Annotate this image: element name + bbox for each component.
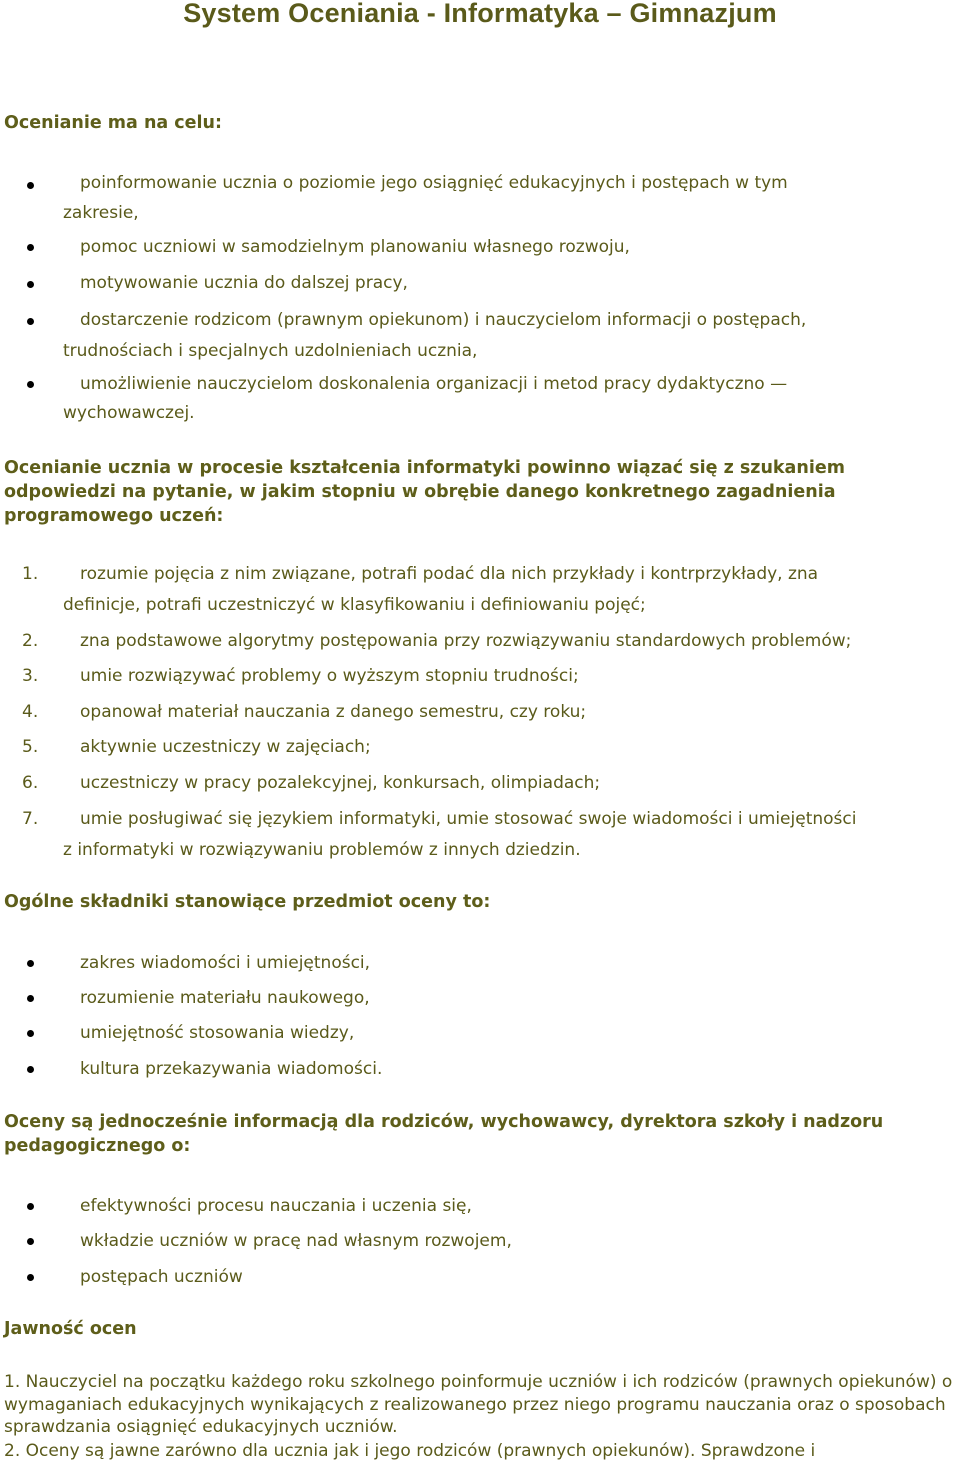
list-item-text: zakres wiadomości i umiejętności,: [80, 953, 371, 973]
section-heading-assessment: Ocenianie ucznia w procesie kształcenia informatyki powinno wiązać się z szukaniem odpowiedzi na pytanie, w jakim stopniu w obrębie danego konkretnego zagadnienia programowego uczeń:: [4, 458, 845, 526]
bullet-icon: [27, 960, 34, 967]
list-item-text-cont: wychowawczej.: [63, 403, 195, 423]
bullet-icon: [27, 995, 34, 1002]
list-item-text: motywowanie ucznia do dalszej pracy,: [80, 273, 408, 293]
list-item-text: umie rozwiązywać problemy o wyższym stopniu trudności;: [80, 666, 579, 686]
list-item-text: umie posługiwać się językiem informatyki, umie stosować swoje wiadomości i umiejętności: [80, 809, 857, 829]
list-item-text: opanował materiał nauczania z danego semestru, czy roku;: [80, 702, 587, 722]
paragraph: 1. Nauczyciel na początku każdego roku szkolnego poinformuje uczniów i ich rodziców (prawnych opiekunów) o wymaganiach edukacyjnych wynikających z realizowanego przez niego programu nauczania oraz o sposobach sprawdzania osiągnięć edukacyjnych uczniów.: [4, 1372, 953, 1437]
list-item-text: efektywności procesu nauczania i uczenia się,: [80, 1196, 472, 1216]
bullet-icon: [27, 1203, 34, 1210]
list-item-text: rozumienie materiału naukowego,: [80, 988, 370, 1008]
bullet-icon: [27, 1066, 34, 1073]
bullet-icon: [27, 1030, 34, 1037]
bullet-icon: [27, 281, 34, 288]
list-item-text: rozumie pojęcia z nim związane, potrafi podać dla nich przykłady i kontrprzykłady, zna: [80, 564, 819, 584]
list-item-text: uczestniczy w pracy pozalekcyjnej, konkursach, olimpiadach;: [80, 773, 601, 793]
list-item-text: pomoc uczniowi w samodzielnym planowaniu własnego rozwoju,: [80, 237, 630, 257]
list-item-text: postępach uczniów: [80, 1267, 243, 1287]
list-number: 2.: [22, 631, 39, 651]
bullet-icon: [27, 318, 34, 325]
list-item-text: dostarczenie rodzicom (prawnym opiekunom) i nauczycielom informacji o postępach,: [80, 310, 807, 330]
section-heading-components: Ogólne składniki stanowiące przedmiot oceny to:: [4, 892, 491, 912]
page-title: System Oceniania - Informatyka – Gimnazjum: [183, 0, 777, 28]
bullet-icon: [27, 182, 34, 189]
section-heading-goals: Ocenianie ma na celu:: [4, 113, 222, 133]
bullet-icon: [27, 1238, 34, 1245]
list-item-text-cont: definicje, potrafi uczestniczyć w klasyfikowaniu i definiowaniu pojęć;: [63, 595, 646, 615]
paragraph: 2. Oceny są jawne zarówno dla ucznia jak i jego rodziców (prawnych opiekunów). Sprawdzone i: [4, 1441, 816, 1461]
list-number: 1.: [22, 564, 39, 584]
list-item-text-cont: trudnościach i specjalnych uzdolnieniach ucznia,: [63, 341, 478, 361]
list-item-text: umiejętność stosowania wiedzy,: [80, 1023, 355, 1043]
list-number: 6.: [22, 773, 39, 793]
section-heading-transparency: Jawność ocen: [4, 1319, 137, 1339]
list-item-text: kultura przekazywania wiadomości.: [80, 1059, 383, 1079]
list-number: 4.: [22, 702, 39, 722]
list-item-text: zna podstawowe algorytmy postępowania przy rozwiązywaniu standardowych problemów;: [80, 631, 852, 651]
bullet-icon: [27, 244, 34, 251]
list-item-text: aktywnie uczestniczy w zajęciach;: [80, 737, 371, 757]
section-heading-information: Oceny są jednocześnie informacją dla rodziców, wychowawcy, dyrektora szkoły i nadzoru pedagogicznego o:: [4, 1112, 884, 1156]
list-item-text: wkładzie uczniów w pracę nad własnym rozwojem,: [80, 1231, 512, 1251]
list-number: 3.: [22, 666, 39, 686]
list-number: 5.: [22, 737, 39, 757]
list-item-text: umożliwienie nauczycielom doskonalenia organizacji i metod pracy dydaktyczno —: [80, 374, 788, 394]
list-item-text: poinformowanie ucznia o poziomie jego osiągnięć edukacyjnych i postępach w tym: [80, 173, 788, 193]
bullet-icon: [27, 1274, 34, 1281]
bullet-icon: [27, 381, 34, 388]
list-number: 7.: [22, 809, 39, 829]
list-item-text-cont: z informatyki w rozwiązywaniu problemów z innych dziedzin.: [63, 840, 581, 860]
list-item-text-cont: zakresie,: [63, 203, 139, 223]
